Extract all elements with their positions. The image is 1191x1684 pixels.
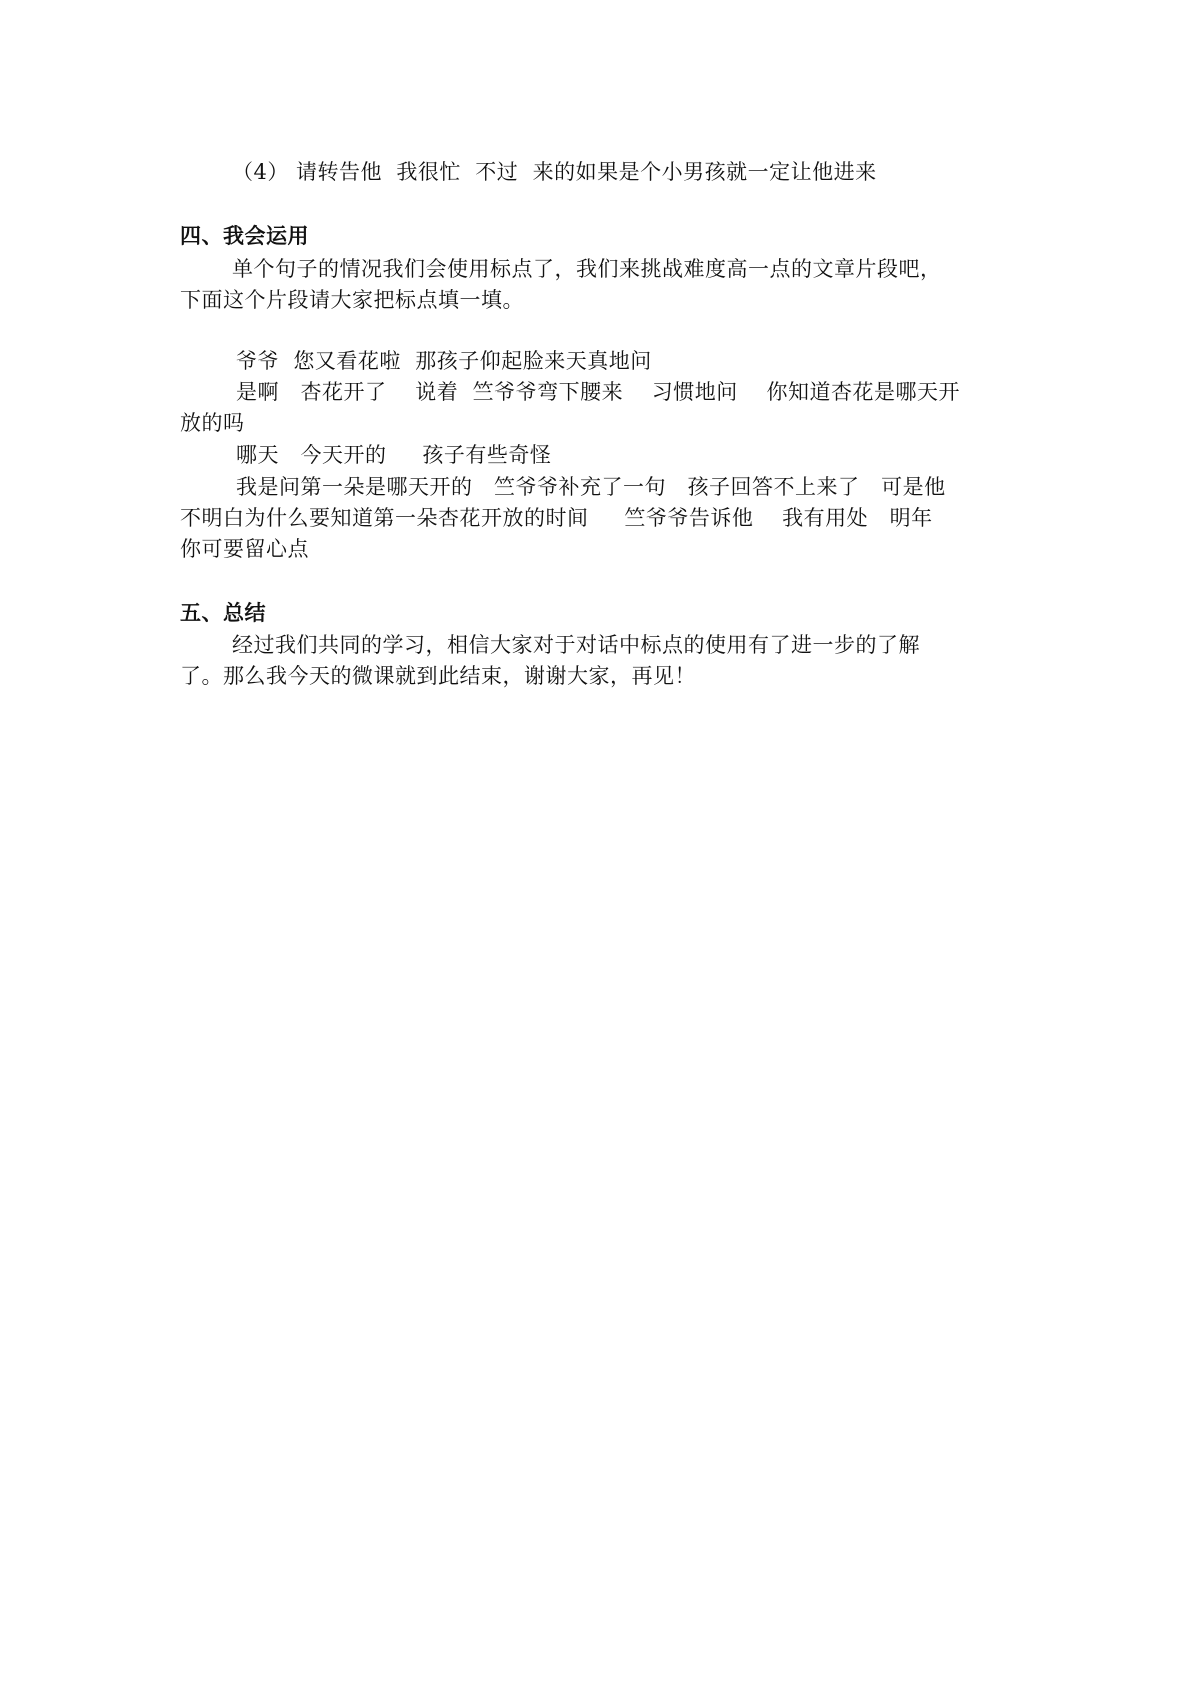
- section-intro-line-1: 单个句子的情况我们会使用标点了，我们来挑战难度高一点的文章片段吧，: [232, 257, 942, 281]
- section-heading-apply: 四、我会运用: [180, 223, 309, 248]
- summary-line-2: 了。那么我今天的微课就到此结束，谢谢大家，再见！: [180, 664, 696, 688]
- passage-line: 我是问第一朵是哪天开的 竺爷爷补充了一句 孩子回答不上来了 可是他: [236, 475, 946, 499]
- exercise-item-4: （4） 请转告他 我很忙 不过 来的如果是个小男孩就一定让他进来: [232, 160, 877, 184]
- passage-line: 不明白为什么要知道第一朵杏花开放的时间 竺爷爷告诉他 我有用处 明年: [180, 506, 933, 530]
- passage-line: 爷爷 您又看花啦 那孩子仰起脸来天真地问: [236, 349, 652, 373]
- summary-line-1: 经过我们共同的学习，相信大家对于对话中标点的使用有了进一步的了解: [232, 633, 920, 657]
- passage-line: 你可要留心点: [180, 537, 309, 561]
- section-intro-line-2: 下面这个片段请大家把标点填一填。: [180, 288, 524, 312]
- passage-line: 是啊 杏花开了 说着 竺爷爷弯下腰来 习惯地问 你知道杏花是哪天开: [236, 380, 960, 404]
- passage-line: 哪天 今天开的 孩子有些奇怪: [236, 443, 552, 467]
- section-heading-summary: 五、总结: [180, 600, 266, 625]
- passage-line: 放的吗: [180, 411, 245, 435]
